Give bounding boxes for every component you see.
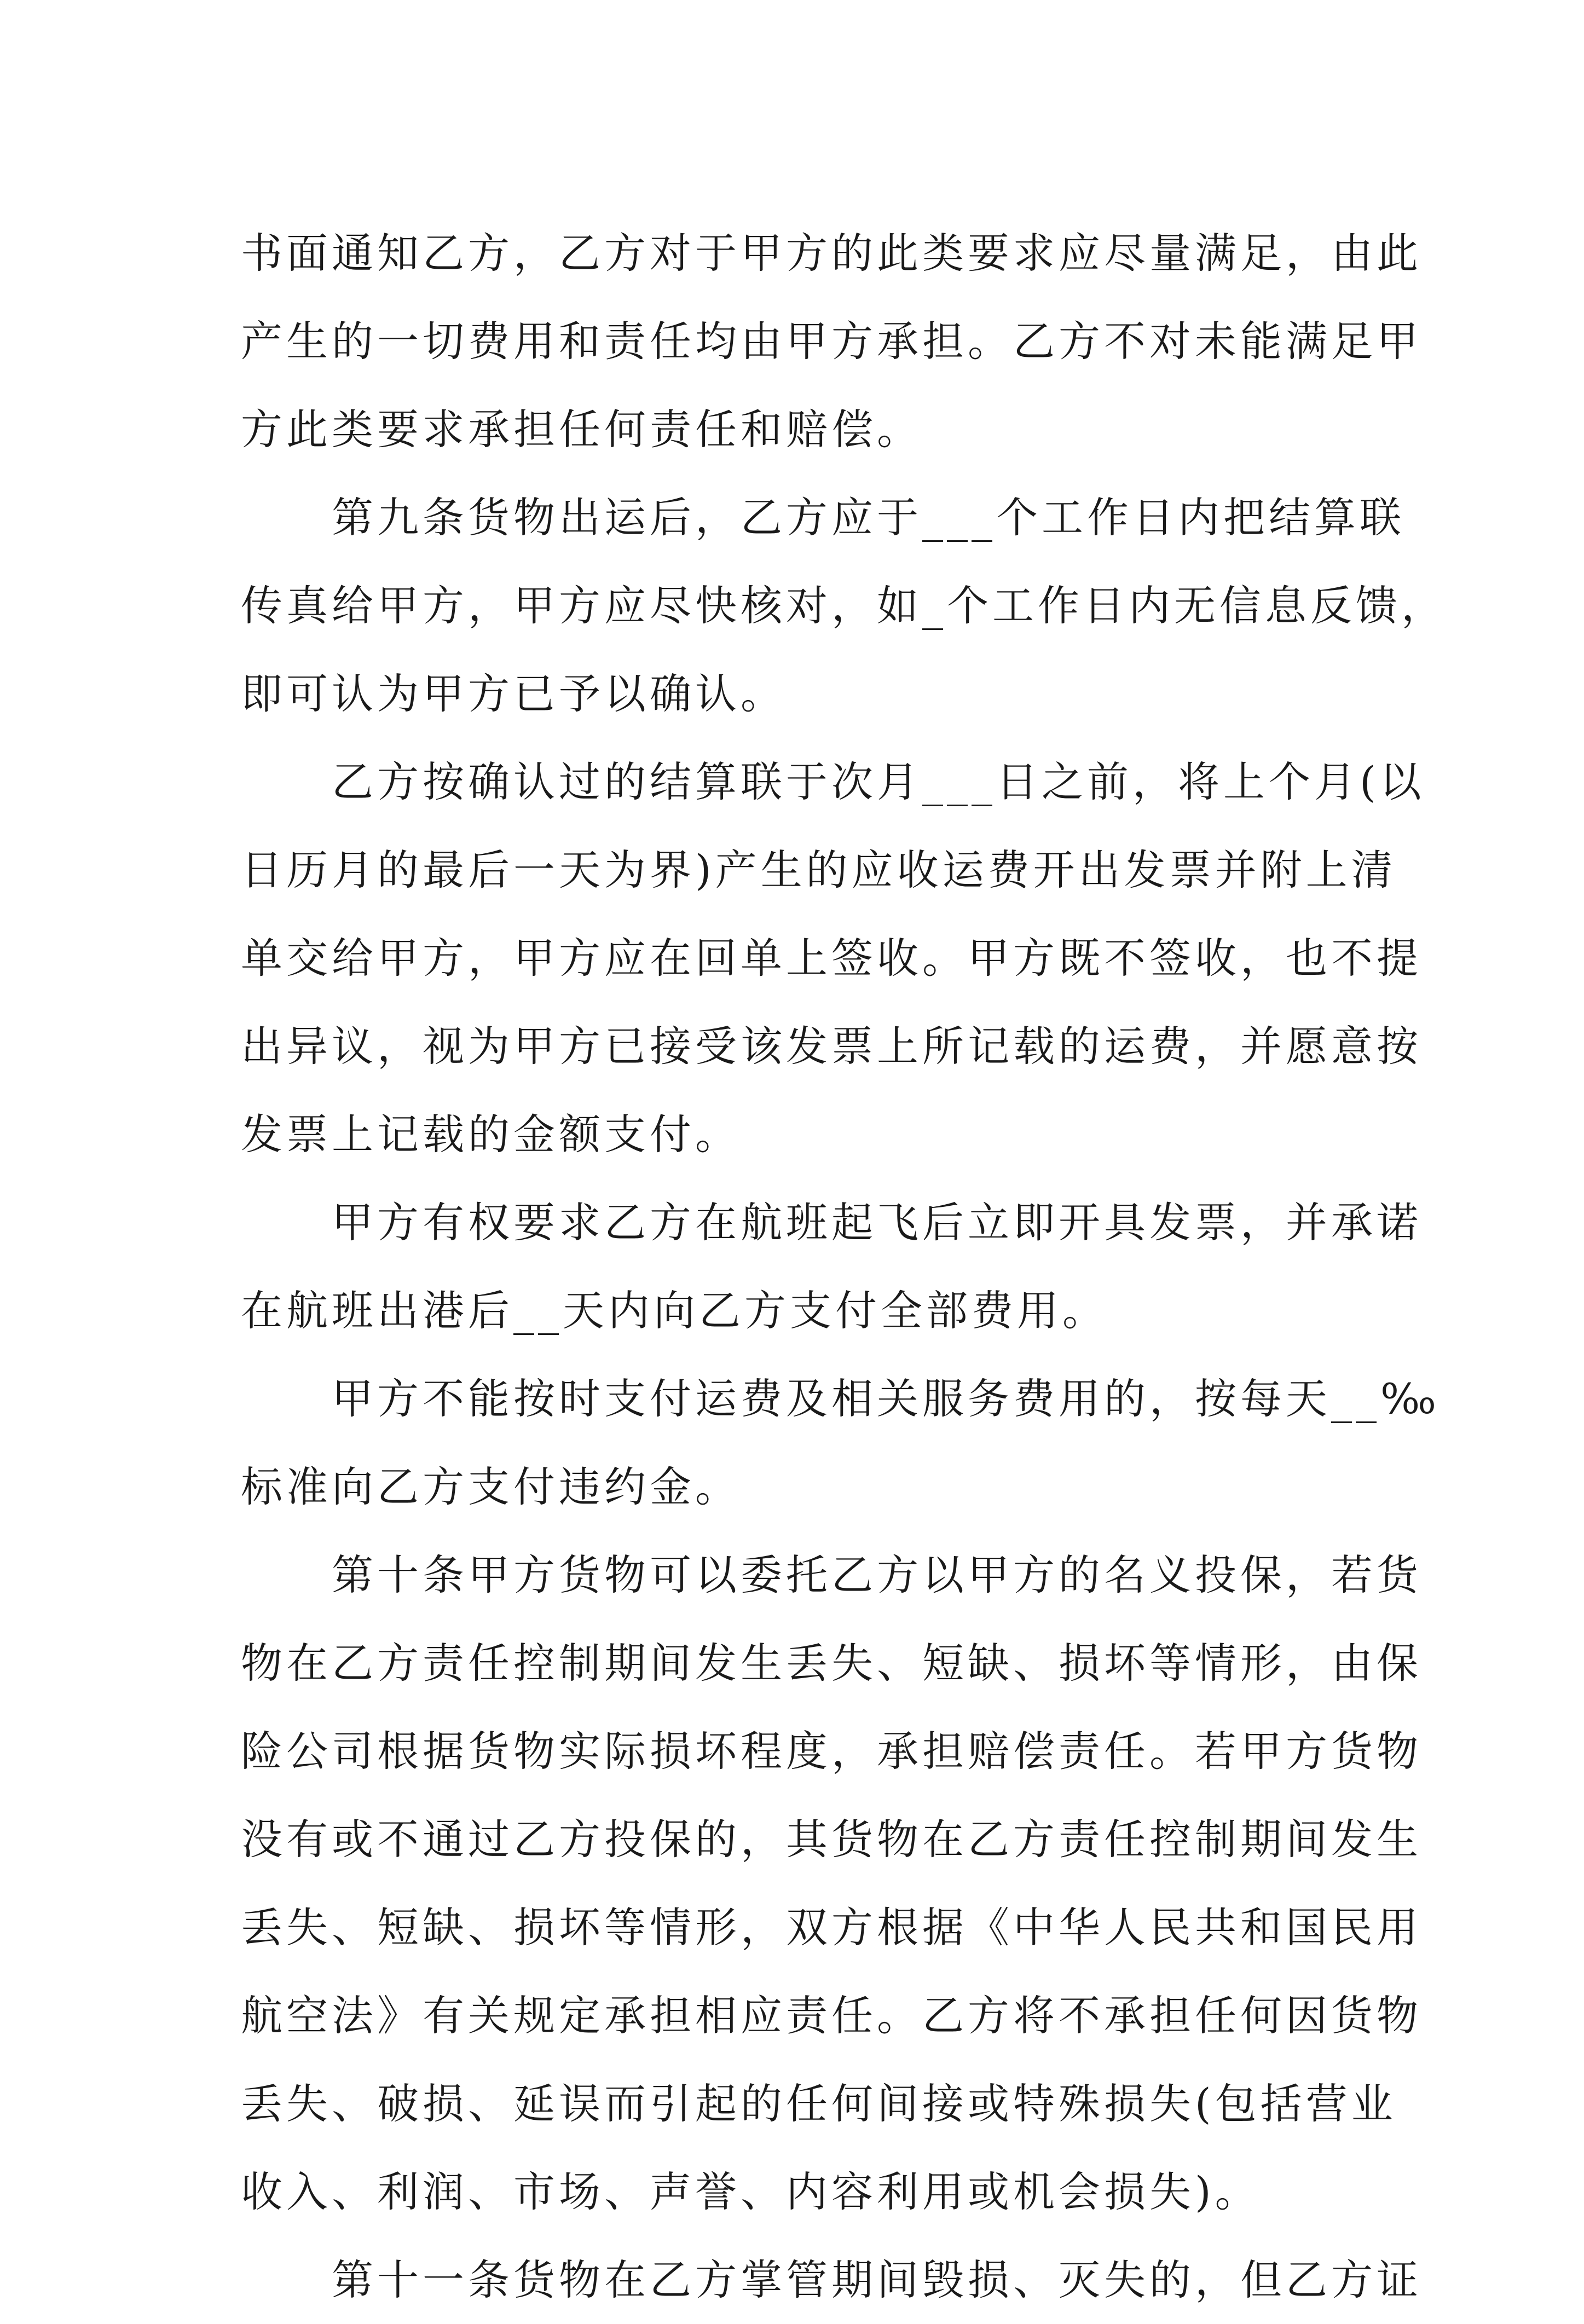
text-line: 书面通知乙方，乙方对于甲方的此类要求应尽量满足，由此 — [241, 229, 1422, 278]
text-line: 险公司根据货物实际损坏程度，承担赔偿责任。若甲方货物 — [241, 1727, 1422, 1776]
text-line: 没有或不通过乙方投保的，其货物在乙方责任控制期间发生 — [241, 1815, 1422, 1864]
text-line: 物在乙方责任控制期间发生丢失、短缺、损坏等情形，由保 — [241, 1639, 1422, 1687]
document-body — [241, 209, 1447, 2324]
text-line: 收入、利润、市场、声誉、内容利用或机会损失)。 — [241, 2167, 1261, 2216]
text-line: 航空法》有关规定承担相应责任。乙方将不承担任何因货物 — [241, 1991, 1422, 2040]
text-line: 传真给甲方，甲方应尽快核对，如_个工作日内无信息反馈， — [241, 581, 1447, 630]
text-line: 乙方按确认过的结算联于次月___日之前，将上个月(以 — [241, 758, 1425, 806]
text-line: 丢失、破损、延误而引起的任何间接或特殊损失(包括营业 — [241, 2079, 1397, 2128]
text-line: 丢失、短缺、损坏等情形，双方根据《中华人民共和国民用 — [241, 1903, 1422, 1952]
text-line: 产生的一切费用和责任均由甲方承担。乙方不对未能满足甲 — [241, 317, 1422, 366]
text-line: 标准向乙方支付违约金。 — [241, 1462, 741, 1511]
text-line: 即可认为甲方已予以确认。 — [241, 669, 786, 718]
text-line: 出异议，视为甲方已接受该发票上所记载的运费，并愿意按 — [241, 1022, 1422, 1071]
text-line: 单交给甲方，甲方应在回单上签收。甲方既不签收，也不提 — [241, 934, 1422, 982]
text-line: 方此类要求承担任何责任和赔偿。 — [241, 405, 922, 454]
text-line: 第十条甲方货物可以委托乙方以甲方的名义投保，若货 — [241, 1551, 1422, 1599]
text-line: 日历月的最后一天为界)产生的应收运费开出发票并附上清 — [241, 846, 1397, 894]
text-line: 甲方不能按时支付运费及相关服务费用的，按每天__‰ — [241, 1374, 1440, 1423]
text-line: 第十一条货物在乙方掌管期间毁损、灭失的，但乙方证 — [241, 2256, 1422, 2304]
text-line: 发票上记载的金额支付。 — [241, 1110, 741, 1159]
text-line: 甲方有权要求乙方在航班起飞后立即开具发票，并承诺 — [241, 1198, 1422, 1247]
text-line: 在航班出港后__天内向乙方支付全部费用。 — [241, 1286, 1108, 1335]
text-line: 第九条货物出运后，乙方应于___个工作日内把结算联 — [241, 493, 1405, 542]
